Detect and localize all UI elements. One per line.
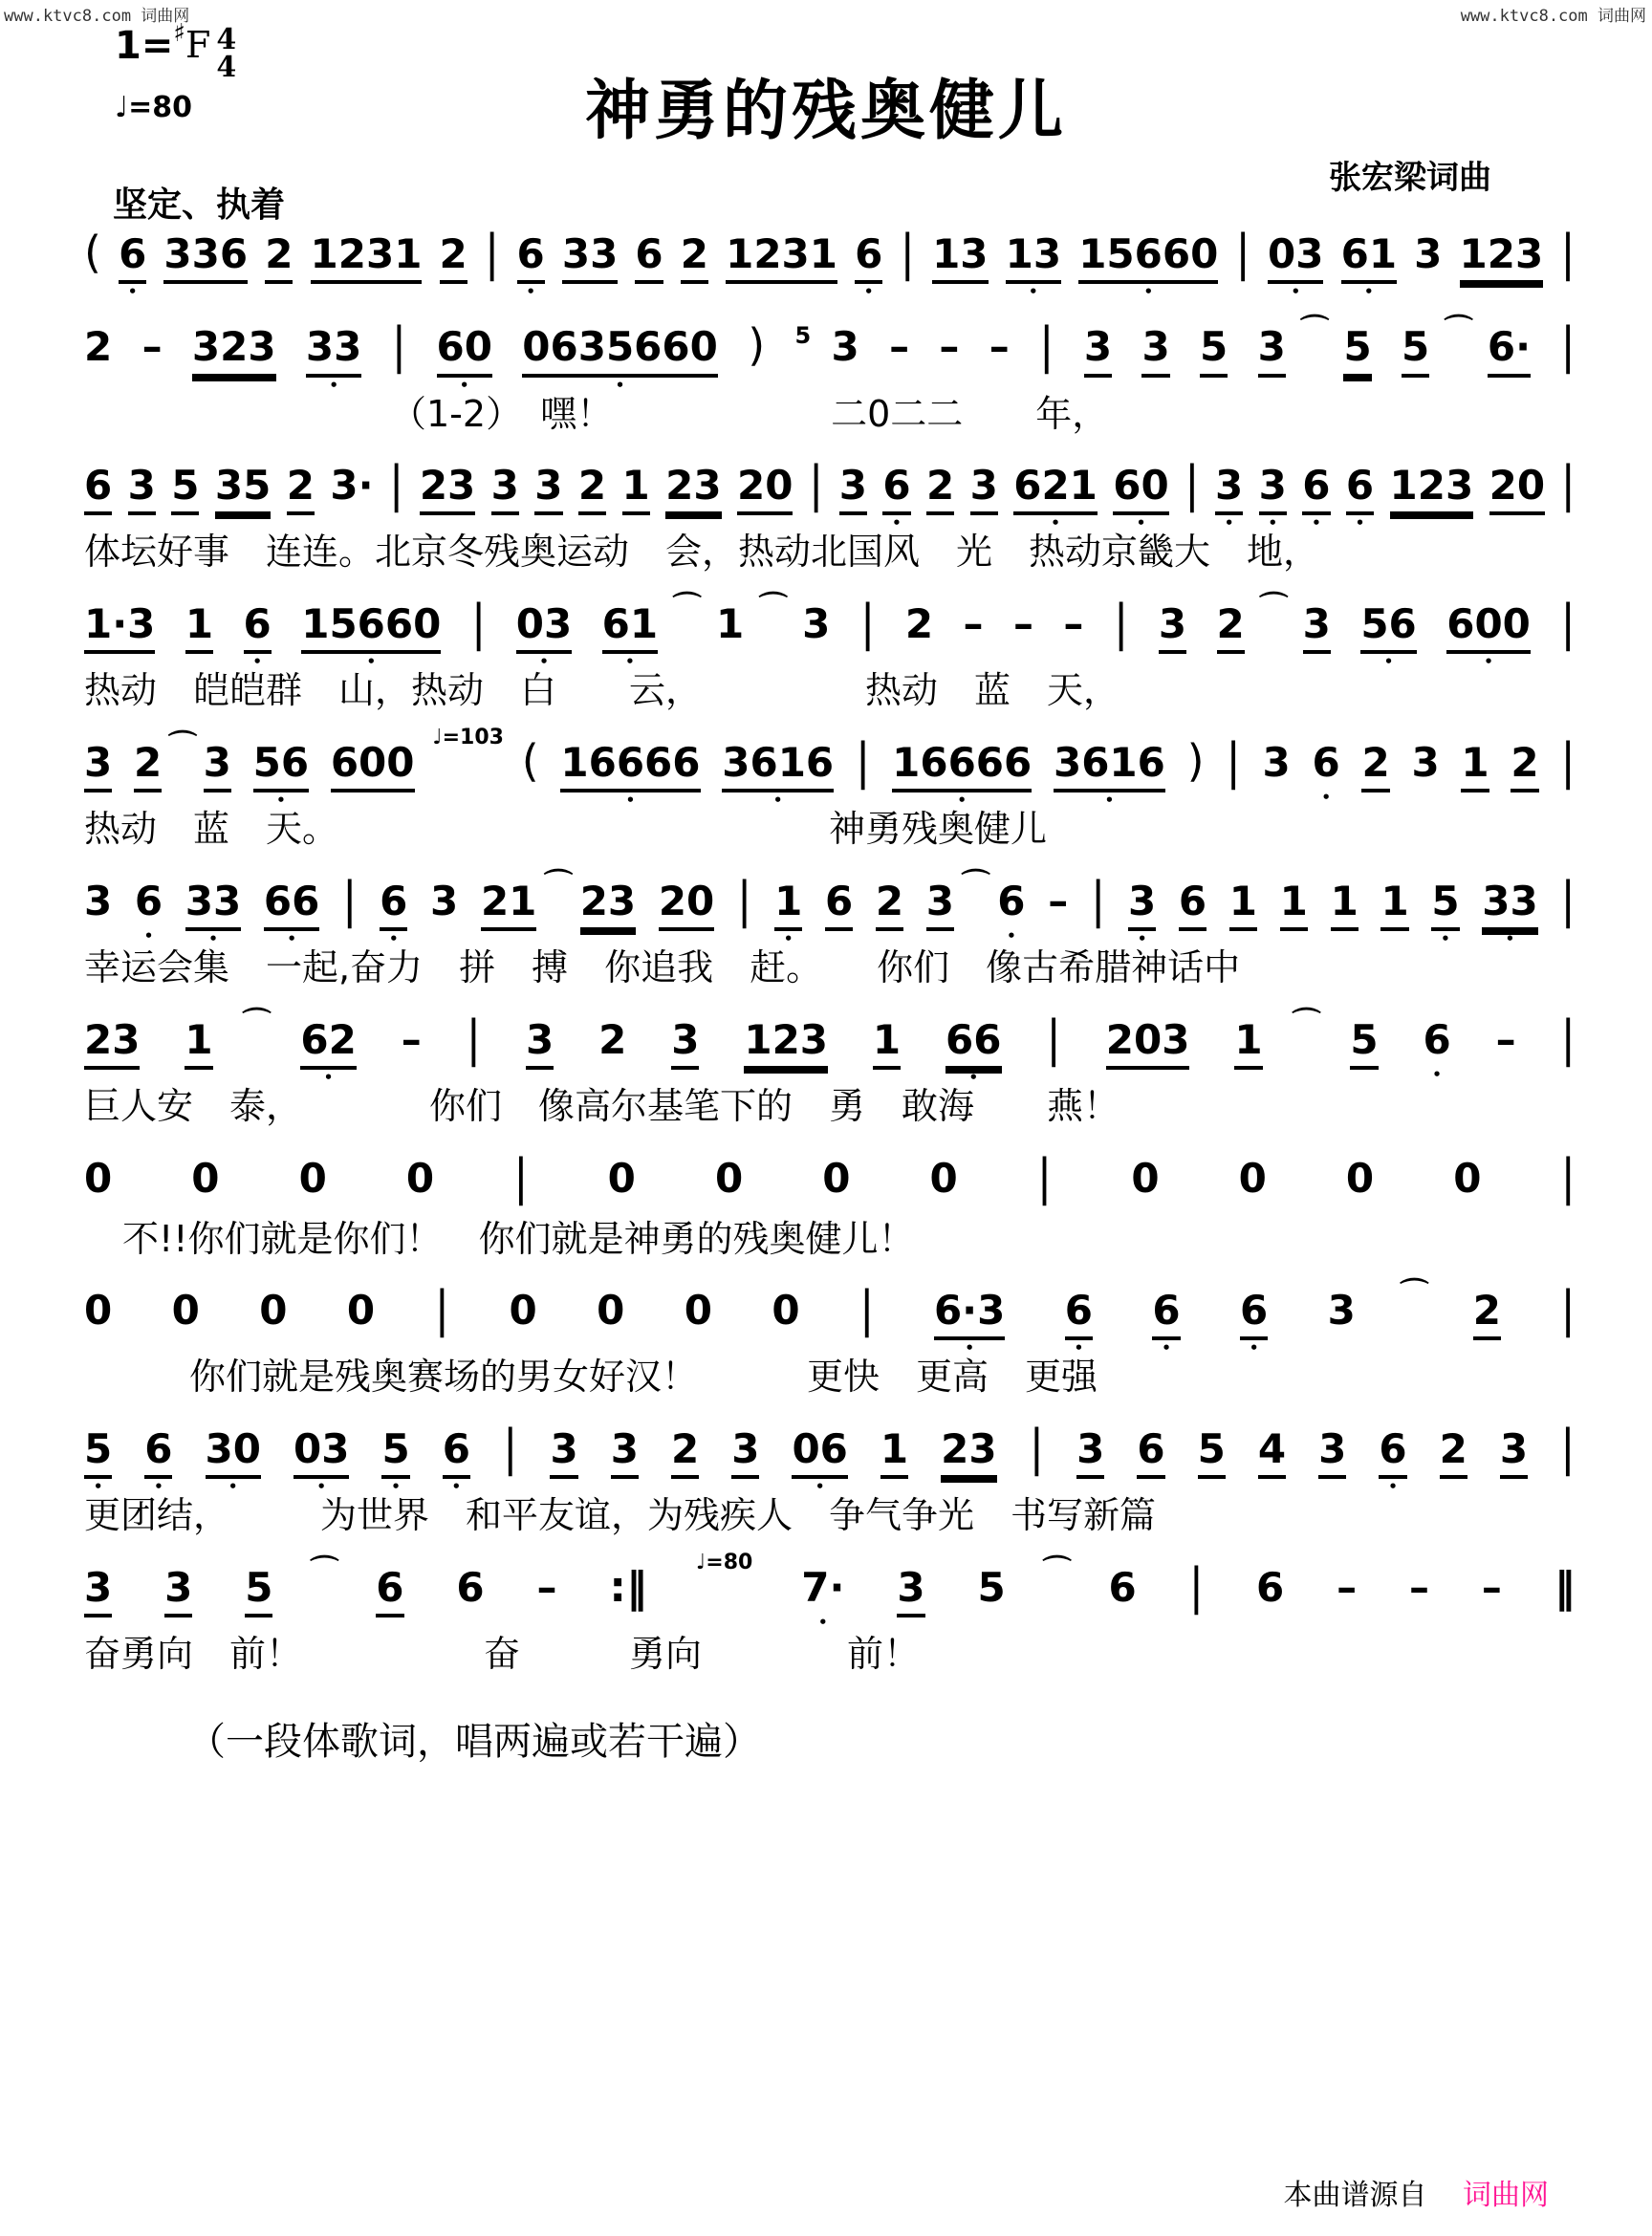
note: 3 <box>204 740 231 792</box>
music-line <box>84 454 1576 575</box>
note: 6 • <box>1065 1288 1093 1340</box>
watermark-top-right: www.ktvc8.com 词曲网 <box>1460 7 1646 26</box>
bar-line: | <box>736 870 752 929</box>
lyrics-row: 奋勇向 前！ 奋 勇向 前！ <box>84 1633 921 1676</box>
notation-row <box>84 1147 1576 1216</box>
lyrics-row: 你们就是残奥赛场的男女好汉！ 更快 更高 更强 <box>189 1356 1098 1399</box>
note: 56 • <box>253 740 309 792</box>
lyrics-row: 体坛好事 连连。北京冬残奥运动 会，热动北国风 光 热动京畿大 地， <box>84 531 1320 574</box>
notation-row <box>84 1550 1576 1631</box>
note: 5 <box>1198 1426 1226 1479</box>
music-line <box>84 867 1576 990</box>
dash-note: – <box>1408 1563 1429 1611</box>
paren: ( <box>521 734 539 787</box>
note: 6 • <box>135 879 163 924</box>
note: 3 <box>1500 1426 1528 1479</box>
note: 0 <box>84 1287 113 1335</box>
bar-line: | <box>1029 1418 1045 1477</box>
note: 0 <box>84 1154 113 1202</box>
note: 60 • <box>437 324 492 377</box>
note: 3 <box>1414 230 1443 277</box>
note: 3 <box>1327 1287 1356 1335</box>
note: 6 <box>376 1565 403 1617</box>
tie-arc: ⌒ <box>1400 1277 1429 1312</box>
note: 33 • <box>185 879 241 931</box>
note: 1 <box>622 463 650 515</box>
note: 66 • <box>946 1017 1001 1070</box>
note: 6 • <box>244 601 272 654</box>
bar-line: | <box>1185 454 1200 513</box>
note: 203 <box>1106 1017 1190 1070</box>
note: 1231 <box>311 231 423 284</box>
lyrics-row: 热动 皑皑群 山，热动 白 云， 热动 蓝 天， <box>84 669 1120 712</box>
dash-note: – <box>889 323 910 371</box>
note: 3 <box>926 879 954 931</box>
watermark-top-left: www.ktvc8.com 词曲网 <box>4 7 190 26</box>
note: 35 <box>215 463 271 515</box>
note: 0 <box>405 1154 435 1202</box>
note: 6 • <box>1152 1288 1180 1340</box>
note: 5 <box>1200 324 1228 377</box>
note: 0635660 • <box>522 324 718 377</box>
note: 6 • <box>1346 463 1374 515</box>
note: 23 <box>665 463 721 515</box>
note: 5 <box>1350 1017 1378 1070</box>
note: 20 <box>659 879 714 931</box>
note: 15660 • <box>1078 231 1218 284</box>
music-line <box>84 223 1576 297</box>
tie-arc: ⌒ <box>242 1006 272 1040</box>
music-line <box>84 1418 1576 1538</box>
bar-line: | <box>1560 454 1576 513</box>
dash-note: – <box>989 323 1010 371</box>
tempo-mark: ♩=80 <box>695 1550 753 1574</box>
note: 3 <box>1411 738 1440 786</box>
dash-note: – <box>141 323 163 371</box>
note: 0 <box>191 1154 220 1202</box>
lyrics-row: （1-2） 嘿！ 二0二二 年， <box>390 392 1109 435</box>
tie-arc: ⌒ <box>1444 314 1473 348</box>
note: 336 <box>163 231 248 284</box>
music-line <box>84 1147 1576 1261</box>
note: 60 • <box>1113 463 1168 515</box>
bar-line: | <box>391 316 407 375</box>
tie-arc: ⌒ <box>758 591 788 625</box>
music-line <box>84 1550 1576 1677</box>
note: 3 <box>1084 324 1112 377</box>
bar-line: | <box>1046 1009 1061 1067</box>
ending-note: （一段体歌词，唱两遍或若干遍） <box>187 1719 761 1764</box>
note: 5 <box>1343 324 1371 377</box>
dash-note: – <box>401 1015 422 1063</box>
music-line <box>84 1006 1576 1129</box>
note: 3 • <box>1259 463 1287 515</box>
note: 3 <box>1258 324 1286 377</box>
note: 0 <box>714 1154 744 1202</box>
tie-arc: ⌒ <box>1292 1006 1321 1040</box>
note: 6 • <box>517 231 545 284</box>
note: 16666 • <box>892 740 1032 792</box>
note: 03 • <box>516 601 572 654</box>
note: 1 <box>1280 879 1308 931</box>
note: 123 <box>1390 463 1474 515</box>
note: 6 • <box>443 1426 470 1479</box>
note: 23 <box>580 879 636 931</box>
note: 03 • <box>1268 231 1323 284</box>
note: 1 <box>1380 879 1408 931</box>
bar-line: | <box>1560 1279 1576 1338</box>
dash-note: – <box>1337 1563 1358 1611</box>
lyrics-row: 幸运会集 一起,奋力 拼 搏 你追我 赶。 你们 像古希腊神话中 <box>84 946 1241 989</box>
music-line <box>84 725 1576 852</box>
note: 1 • <box>774 879 802 931</box>
note: 600 • <box>1446 601 1531 654</box>
tie-arc: ⌒ <box>1042 1553 1072 1588</box>
bar-line: | <box>900 223 915 282</box>
note: 6·3 • <box>934 1288 1005 1340</box>
notation-row <box>84 1277 1576 1354</box>
note: 3 <box>491 463 519 515</box>
bar-line: | <box>1560 1147 1576 1205</box>
note: 0 <box>772 1287 800 1335</box>
note: 3 <box>430 877 459 924</box>
note: 6 • <box>1240 1288 1268 1340</box>
note: 6· <box>1488 324 1531 377</box>
note: 2 <box>876 879 903 931</box>
note: 13 • <box>1006 231 1061 284</box>
bar-line: | <box>1560 870 1576 929</box>
composer-credit: 张宏梁词曲 <box>1329 159 1491 197</box>
bar-line: | <box>1039 316 1054 375</box>
note: 3 <box>831 323 859 371</box>
tie-arc: ⌒ <box>310 1553 339 1588</box>
note: 1 <box>185 1017 212 1070</box>
music-line <box>84 591 1576 713</box>
note: 2 <box>84 323 113 371</box>
note: 1 <box>716 600 745 648</box>
note: 2 <box>578 463 606 515</box>
bar-line: | <box>1560 223 1576 282</box>
note: 3 <box>1318 1426 1346 1479</box>
lyrics-row: 更团结， 为世界 和平友谊，为残疾人 争气争光 书写新篇 <box>84 1494 1157 1537</box>
note: 33 <box>562 231 618 284</box>
music-line <box>84 1277 1576 1400</box>
dash-note: – <box>1048 877 1069 924</box>
note: 3 <box>970 463 998 515</box>
note: 123 <box>744 1017 828 1070</box>
dash-note: – <box>1063 600 1084 648</box>
note: 2 <box>681 231 708 284</box>
note: 15660 • <box>301 601 441 654</box>
note: 3 <box>1262 738 1291 786</box>
note: 1231 <box>726 231 837 284</box>
note: 6 <box>1137 1426 1164 1479</box>
note: 3 <box>611 1426 639 1479</box>
note: 61 • <box>602 601 658 654</box>
note: 6 <box>825 879 853 931</box>
note: 1 <box>1331 879 1359 931</box>
note: 3 • <box>1215 463 1243 515</box>
note: 3 <box>84 1565 112 1617</box>
note: 62 • <box>300 1017 356 1070</box>
note: 61 • <box>1341 231 1397 284</box>
time-numerator: 4 <box>216 23 237 56</box>
note: 7· • <box>801 1565 844 1611</box>
note: 5 • <box>1431 879 1459 931</box>
note: 3 <box>1303 601 1331 654</box>
note: 3 <box>897 1565 924 1617</box>
note: 23 <box>420 463 475 515</box>
note: 5 <box>171 463 199 515</box>
bar-line: | <box>1560 1009 1576 1067</box>
note: 16666 • <box>560 740 700 792</box>
dash-note: – <box>1012 600 1033 648</box>
note: 3616 • <box>1054 740 1165 792</box>
note: 3 <box>526 1017 554 1070</box>
note: 0 <box>1345 1154 1375 1202</box>
note: 3 <box>1159 601 1186 654</box>
note: 3 <box>671 1017 699 1070</box>
note: 3 <box>1076 1426 1104 1479</box>
note: 2 <box>265 231 293 284</box>
note: 33 • <box>306 324 361 377</box>
note: 3616 • <box>722 740 834 792</box>
note: 2 <box>926 463 954 515</box>
note: 2 <box>1217 601 1245 654</box>
note: 0 <box>259 1287 288 1335</box>
note: 0 <box>822 1154 851 1202</box>
note: 2 <box>287 463 315 515</box>
score <box>84 223 1576 1766</box>
note: 6 <box>635 231 663 284</box>
note: 21 <box>481 879 536 931</box>
note: 2 <box>1440 1426 1467 1479</box>
note: 2 <box>904 600 934 648</box>
bar-line: | <box>1560 316 1576 375</box>
note: 66 • <box>264 879 319 931</box>
note: 6 • <box>1302 463 1330 515</box>
note: 5 • <box>381 1426 409 1479</box>
note: 13 <box>932 231 988 284</box>
note: 6 • <box>997 879 1025 924</box>
note: 3 <box>164 1565 192 1617</box>
note: 621 • <box>1013 463 1098 515</box>
note: 2 <box>1361 740 1389 792</box>
bar-line: | <box>388 454 404 513</box>
note: 1 <box>880 1426 908 1479</box>
tie-arc: ⌒ <box>672 591 702 625</box>
note: 323 <box>192 324 276 377</box>
bar-line: | <box>1226 731 1241 791</box>
note: 20 <box>1489 463 1545 515</box>
time-denominator: 4 <box>216 50 237 84</box>
notation-row <box>84 1006 1576 1083</box>
note: 3 <box>84 877 113 924</box>
note: 2 <box>598 1015 627 1063</box>
note: 23 <box>84 1017 140 1070</box>
bar-line: | <box>855 731 871 791</box>
tie-arc: ⌒ <box>167 728 197 763</box>
note: 5 • <box>84 1426 112 1479</box>
repeat-bar: :‖ <box>609 1562 648 1612</box>
bar-line: | <box>1036 1147 1053 1205</box>
note: 33 • <box>1482 879 1537 931</box>
note: 0 <box>929 1154 958 1202</box>
note: 6 • <box>1379 1426 1406 1479</box>
note: 6 <box>456 1563 485 1611</box>
note: 1 <box>1234 1017 1262 1070</box>
lyrics-row: 不!!你们就是你们！ 你们就是神勇的残奥健儿！ <box>122 1217 915 1260</box>
note: 0 <box>684 1287 712 1335</box>
note: 3· <box>330 462 374 510</box>
note: 23 <box>941 1426 996 1479</box>
note: 6 • <box>144 1426 172 1479</box>
note: 1 <box>185 601 213 654</box>
note: 3 <box>839 463 867 515</box>
notation-row <box>84 1418 1576 1492</box>
key-letter: F <box>185 24 211 66</box>
note: 3 <box>128 463 156 515</box>
note: 3 <box>802 600 831 648</box>
note: 5 <box>245 1565 272 1617</box>
notation-row <box>84 454 1576 529</box>
note: 0 <box>171 1287 200 1335</box>
note: 1 <box>1461 740 1489 792</box>
bar-line: | <box>502 1418 518 1477</box>
bar-line: | <box>1113 593 1129 652</box>
note: 6 • <box>882 463 910 515</box>
lyrics-row: 热动 蓝 天。 神勇残奥健儿 <box>84 808 1048 851</box>
dash-note: – <box>536 1563 557 1611</box>
note: 0 <box>597 1287 625 1335</box>
expression-mark: 坚定、执着 <box>113 185 286 225</box>
note: 2 <box>1473 1288 1501 1340</box>
bar-line: | <box>484 223 500 282</box>
note: 123 <box>1460 231 1544 284</box>
note: 6 • <box>1313 740 1340 786</box>
dash-note: – <box>963 600 984 648</box>
key-prefix: 1= <box>115 24 174 68</box>
grace-note: 5 <box>794 322 812 350</box>
notation-row <box>84 867 1576 944</box>
note: 3 <box>731 1426 759 1479</box>
bar-line: | <box>513 1147 529 1205</box>
note: 6 <box>1255 1563 1285 1611</box>
note: 2 <box>440 231 467 284</box>
note: 1 <box>1229 879 1257 931</box>
note: 03 • <box>293 1426 349 1479</box>
song-title: 神勇的残奥健儿 <box>584 74 1067 149</box>
repeat-bar: ‖ <box>1554 1562 1576 1612</box>
paren: ) <box>748 319 766 372</box>
bar-line: | <box>342 870 358 929</box>
music-line <box>84 314 1576 436</box>
tie-arc: ⌒ <box>961 867 990 901</box>
footer <box>1283 2171 1549 2213</box>
note: 0 <box>1453 1154 1482 1202</box>
note: 0 <box>1131 1154 1160 1202</box>
tie-arc: ⌒ <box>1259 591 1289 625</box>
bar-line: | <box>434 1279 450 1338</box>
note: 5 <box>1402 324 1429 377</box>
note: 3 • <box>1128 879 1156 931</box>
bar-line: | <box>1235 223 1250 282</box>
notation-row <box>84 314 1576 390</box>
bar-line: | <box>1560 1418 1576 1477</box>
note: 20 <box>737 463 793 515</box>
footer-prefix: 本曲谱源自 <box>1283 2179 1427 2212</box>
note: 1·3 <box>84 601 155 654</box>
note: 6 • <box>119 231 146 284</box>
notation-row <box>84 591 1576 667</box>
note: 3 <box>550 1426 577 1479</box>
note: 0 <box>298 1154 327 1202</box>
tie-arc: ⌒ <box>1300 314 1330 348</box>
tempo-mark: ♩=103 <box>432 725 504 749</box>
notation-row <box>84 223 1576 297</box>
footer-source-link[interactable]: 词曲网 <box>1463 2179 1549 2212</box>
bar-line: | <box>808 454 824 513</box>
dash-note: – <box>1481 1563 1502 1611</box>
note: 6 • <box>1423 1017 1450 1063</box>
note: 6 <box>1108 1563 1137 1611</box>
notation-row <box>84 725 1576 806</box>
bar-line: | <box>466 1009 482 1067</box>
paren: ) <box>1186 734 1205 787</box>
paren: ( <box>84 227 101 278</box>
note: 0 <box>346 1287 376 1335</box>
note: 600 <box>331 740 415 792</box>
bar-line: | <box>859 593 876 652</box>
note: 3 <box>84 740 112 792</box>
note: 6 • <box>380 879 407 931</box>
note: 0 <box>1238 1154 1267 1202</box>
tie-arc: ⌒ <box>544 867 574 901</box>
note: 6 • <box>855 231 882 284</box>
note: 4 <box>1258 1426 1286 1479</box>
bar-line: | <box>1560 731 1576 791</box>
note: 1 <box>873 1017 901 1070</box>
tempo-mark: ♩=80 <box>115 91 193 124</box>
note: 0 <box>607 1154 636 1202</box>
bar-line: | <box>470 593 487 652</box>
note: 2 <box>1511 740 1538 792</box>
note: 2 <box>671 1426 699 1479</box>
dash-note: – <box>939 323 960 371</box>
note: 2 <box>134 740 162 792</box>
note: 6 <box>84 463 112 515</box>
bar-line: | <box>1560 593 1576 652</box>
dash-note: – <box>1495 1015 1516 1063</box>
bar-line: | <box>859 1279 875 1338</box>
note: 3 <box>534 463 562 515</box>
note: 30 • <box>206 1426 261 1479</box>
note: 56 • <box>1360 601 1416 654</box>
lyrics-row: 巨人安 泰， 你们 像高尔基笔下的 勇 敢海 燕！ <box>84 1085 1120 1128</box>
bar-line: | <box>1090 870 1106 929</box>
note: 5 <box>977 1563 1006 1611</box>
note: 06 • <box>792 1426 847 1479</box>
sharp-icon: ♯ <box>173 19 185 48</box>
note: 3 <box>1141 324 1169 377</box>
bar-line: | <box>1188 1556 1205 1616</box>
note: 6 <box>1179 879 1206 931</box>
note: 0 <box>509 1287 537 1335</box>
